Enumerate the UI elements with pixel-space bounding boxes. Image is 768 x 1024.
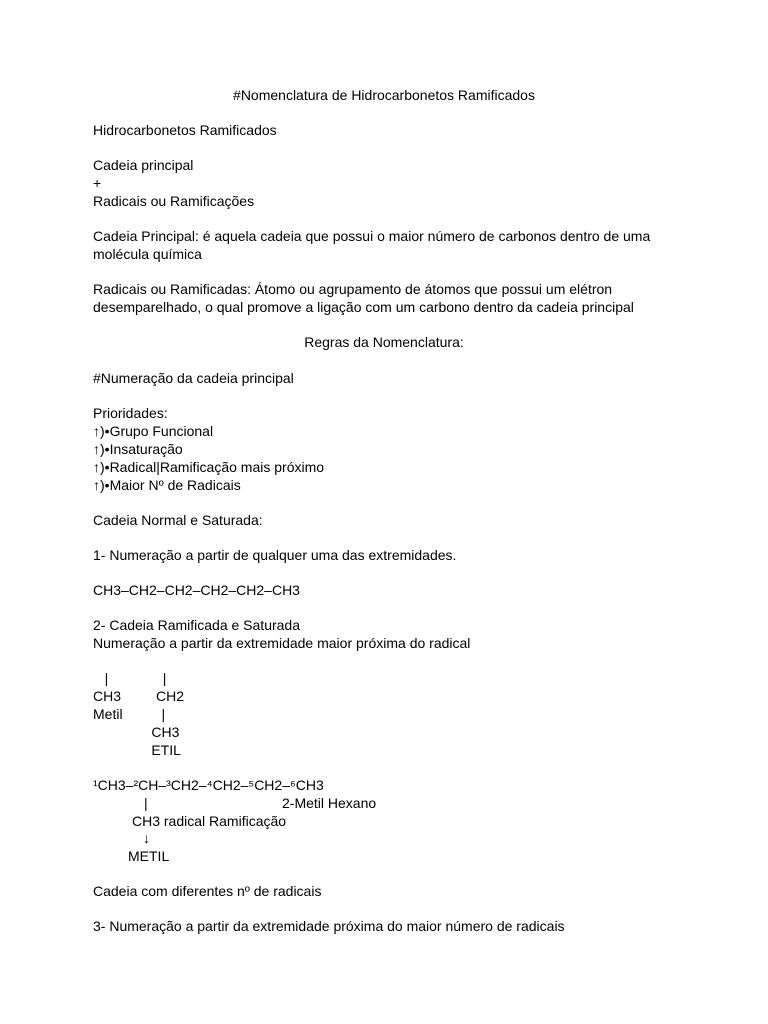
branch-label: CH3 radical Ramificação — [132, 813, 287, 829]
radical-name: METIL — [128, 848, 170, 864]
rule-3: 3- Numeração a partir da extremidade próxima do maior número de radicais — [93, 918, 565, 934]
branch-bond: | — [144, 795, 148, 811]
rules-heading: Regras da Nomenclatura: — [304, 334, 464, 350]
priority-item: ↑)•Radical|Ramificação mais próximo — [93, 459, 325, 475]
priority-item: ↑)•Grupo Funcional — [93, 423, 214, 439]
rule-1: 1- Numeração a partir de qualquer uma das extremidades. — [93, 547, 457, 563]
priority-item: ↑)•Maior Nº de Radicais — [93, 477, 241, 493]
numbering-heading: #Numeração da cadeia principal — [93, 370, 294, 386]
diagram1-line: Metil | — [93, 706, 166, 722]
diagram1-line: CH3 CH2 — [93, 688, 185, 704]
composition-part1: Cadeia principal — [93, 157, 194, 173]
normal-chain-heading: Cadeia Normal e Saturada: — [93, 512, 263, 528]
composition-part2: Radicais ou Ramificações — [93, 193, 255, 209]
diagram1-line: CH3 — [93, 724, 180, 740]
composition-plus: + — [93, 175, 102, 191]
priority-item: ↑)•Insaturação — [93, 441, 183, 457]
definition-cadeia-principal-line2: molécula química — [93, 246, 202, 262]
section-heading: Hidrocarbonetos Ramificados — [93, 122, 277, 138]
priorities-label: Prioridades: — [93, 405, 168, 421]
branched-chain-formula: ¹CH3–²CH–³CH2–⁴CH2–⁵CH2–⁶CH3 — [93, 777, 324, 793]
compound-name: 2-Metil Hexano — [282, 795, 377, 811]
down-arrow: ↓ — [143, 830, 150, 846]
rule-2-description: Numeração a partir da extremidade maior próxima do radical — [93, 635, 471, 651]
diagram1-line: ETIL — [93, 742, 181, 758]
definition-cadeia-principal-line1: Cadeia Principal: é aquela cadeia que possui o maior número de carbonos dentro de uma — [93, 228, 651, 244]
rule-2: 2- Cadeia Ramificada e Saturada — [93, 617, 301, 633]
definition-radicais-line1: Radicais ou Ramificadas: Átomo ou agrupamento de átomos que possui um elétron — [93, 281, 613, 297]
definition-radicais-line2: desemparelhado, o qual promove a ligação com um carbono dentro da cadeia principal — [93, 299, 634, 315]
multiple-radicals-heading: Cadeia com diferentes nº de radicais — [93, 883, 322, 899]
document-title: #Nomenclatura de Hidrocarbonetos Ramificados — [233, 87, 535, 103]
normal-chain-formula: CH3–CH2–CH2–CH2–CH2–CH3 — [93, 582, 300, 598]
diagram1-line: | | — [93, 670, 167, 686]
